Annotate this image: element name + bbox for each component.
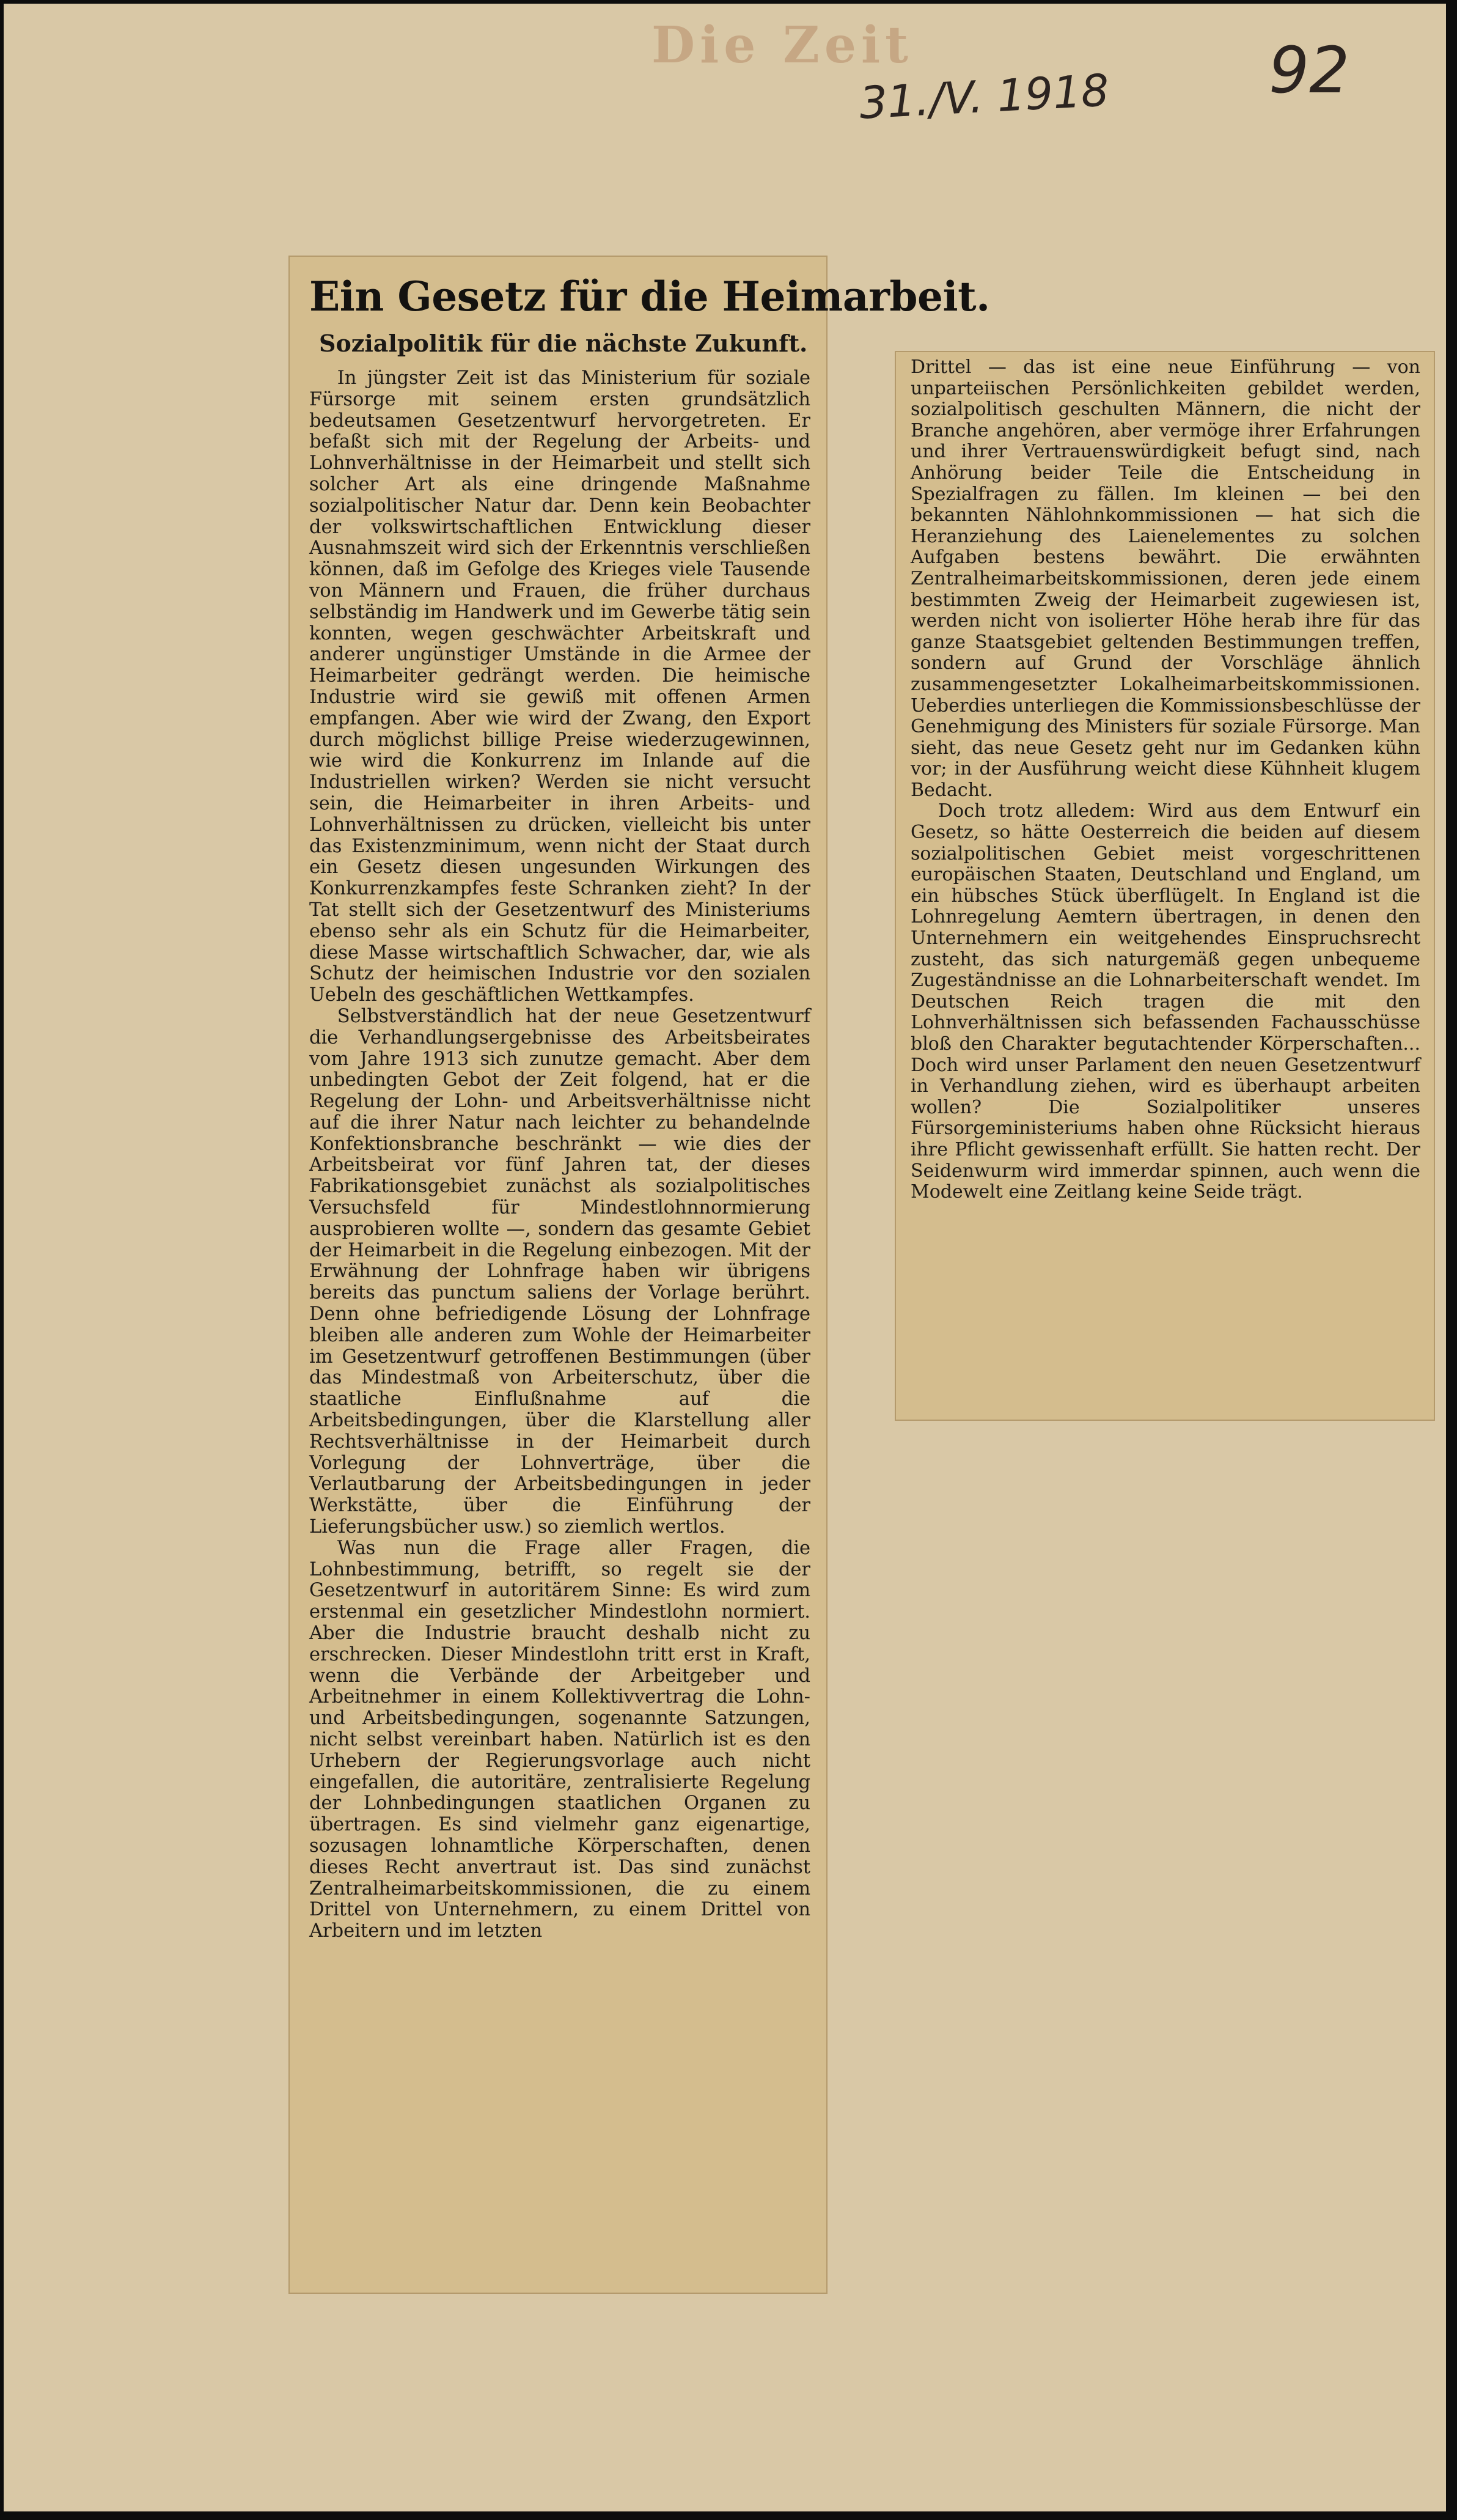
paragraph: Was nun die Frage aller Fragen, die Lohnbestimmung, betrifft, so regelt sie der Gesetzentwurf in autoritärem Sinne: Es wird zum erstenmal ein gesetzlicher Mindestlohn normiert. Aber die Industrie braucht deshalb nicht zu erschrecken. Dieser Mindestlohn tritt erst in Kraft, wenn die Verbände der Arbeitgeber und Arbeitnehmer in einem Kollektivvertrag die Lohn- und Arbeitsbedingungen, sogenannte Satzungen, nicht selbst vereinbart haben. Natürlich ist es den Urhebern der Regierungsvorlage auch nicht eingefallen, die autoritäre, zentralisierte Regelung der Lohnbedingungen staatlichen Organen zu übertragen. Es sind vielmehr ganz eigenartige, sozusagen lohnamtliche Körperschaften, denen dieses Recht anvertraut ist. Das sind zunächst Zentralheimarbeitskommissionen, die zu einem Drittel von Unternehmern, zu einem Drittel von Arbeitern und im letzten bbox=[309, 1537, 810, 1942]
article-title: Ein Gesetz für die Heimarbeit. bbox=[309, 273, 990, 320]
handwritten-page-number: 92 bbox=[1269, 33, 1350, 108]
paragraph: Drittel — das ist eine neue Einführung — von unparteiischen Persönlichkeiten gebildet werden, sozialpolitisch geschulten Männern, die nicht der Branche angehören, aber vermöge ihrer Erfahrungen und ihrer Vertrauenswürdigkeit befugt sind, nach Anhörung beider Teile die Entscheidung in Spezialfragen zu fällen. Im kleinen — bei den bekannten Nählohnkommissionen — hat sich die Heranziehung des Laienelementes zu solchen Aufgaben bestens bewährt. Die erwähnten Zentralheimarbeitskommissionen, deren jede einem bestimmten Zweig der Heimarbeit zugewiesen ist, werden nicht von isolierter Höhe herab ihre für das ganze Staatsgebiet geltenden Bestimmungen treffen, sondern auf Grund der Vorschläge ähnlich zusammengesetzter Lokalheimarbeitskommissionen. Ueberdies unterliegen die Kommissionsbeschlüsse der Genehmigung des Ministers für soziale Fürsorge. Man sieht, das neue Gesetz geht nur im Gedanken kühn vor; in der Ausführung weicht diese Kühnheit klugem Bedacht. bbox=[911, 356, 1420, 801]
clipping-right bbox=[895, 351, 1435, 1421]
left-column-text bbox=[309, 368, 810, 1942]
article-subtitle: Sozialpolitik für die nächste Zukunft. bbox=[319, 330, 808, 357]
handwritten-date: 31./V. 1918 bbox=[858, 64, 1110, 129]
newspaper-stamp: Die Zeit bbox=[651, 16, 914, 75]
clipping-left bbox=[288, 256, 990, 2294]
paragraph: Doch trotz alledem: Wird aus dem Entwurf ein Gesetz, so hätte Oesterreich die beiden auf diesem sozialpolitischen Gebiet meist vorgeschrittenen europäischen Staaten, Deutschland und England, um ein hübsches Stück überflügelt. In England ist die Lohnregelung Aemtern übertragen, in denen den Unternehmern ein weitgehendes Einspruchsrecht zusteht, das sich naturgemäß gegen unbequeme Zugeständnisse an die Lohnarbeiterschaft wendet. Im Deutschen Reich tragen die mit den Lohnverhältnissen sich befassenden Fachausschüsse bloß den Charakter begutachtender Körperschaften... Doch wird unser Parlament den neuen Gesetzentwurf in Verhandlung ziehen, wird es überhaupt arbeiten wollen? Die Sozialpolitiker unseres Fürsorgeministeriums haben ohne Rücksicht hieraus ihre Pflicht gewissenhaft erfüllt. Sie hatten recht. Der Seidenwurm wird immerdar spinnen, auch wenn die Modewelt eine Zeitlang keine Seide trägt. bbox=[911, 800, 1420, 1203]
paragraph: In jüngster Zeit ist das Ministerium für soziale Fürsorge mit seinem ersten grundsätzlich bedeutsamen Gesetzentwurf hervorgetreten. Er befaßt sich mit der Regelung der Arbeits- und Lohnverhältnisse in der Heimarbeit und stellt sich solcher Art als eine dringende Maßnahme sozialpolitischer Natur dar. Denn kein Beobachter der volkswirtschaftlichen Entwicklung dieser Ausnahmszeit wird sich der Erkenntnis verschließen können, daß im Gefolge des Krieges viele Tausende von Männern und Frauen, die früher durchaus selbständig im Handwerk und im Gewerbe tätig sein konnten, wegen geschwächter Arbeitskraft und anderer ungünstiger Umstände in die Armee der Heimarbeiter gedrängt werden. Die heimische Industrie wird sie gewiß mit offenen Armen empfangen. Aber wie wird der Zwang, den Export durch möglichst billige Preise wiederzugewinnen, wie wird die Konkurrenz im Inlande auf die Industriellen wirken? Werden sie nicht versucht sein, die Heimarbeiter in ihren Arbeits- und Lohnverhältnissen zu drücken, vielleicht bis unter das Existenzminimum, wenn nicht der Staat durch ein Gesetz diesen ungesunden Wirkungen des Konkurrenzkampfes feste Schranken zieht? In der Tat stellt sich der Gesetzentwurf des Ministeriums ebenso sehr als ein Schutz für die Heimarbeiter, diese Masse wirtschaftlich Schwacher, dar, wie als Schutz der heimischen Industrie vor den sozialen Uebeln des geschäftlichen Wettkampfes. bbox=[309, 367, 810, 1006]
paragraph: Selbstverständlich hat der neue Gesetzentwurf die Verhandlungsergebnisse des Arbeitsbeirates vom Jahre 1913 sich zunutze gemacht. Aber dem unbedingten Gebot der Zeit folgend, hat er die Regelung der Lohn- und Arbeitsverhältnisse nicht auf die ihrer Natur nach leichter zu behandelnde Konfektionsbranche beschränkt — wie dies der Arbeitsbeirat vor fünf Jahren tat, der dieses Fabrikationsgebiet zunächst als sozialpolitisches Versuchsfeld für Mindestlohnnormierung ausprobieren wollte —, sondern das gesamte Gebiet der Heimarbeit in die Regelung einbezogen. Mit der Erwähnung der Lohnfrage haben wir übrigens bereits das punctum saliens der Vorlage berührt. Denn ohne befriedigende Lösung der Lohnfrage bleiben alle anderen zum Wohle der Heimarbeiter im Gesetzentwurf getroffenen Bestimmungen (über das Mindestmaß von Arbeiterschutz, über die staatliche Einflußnahme auf die Arbeitsbedingungen, über die Klarstellung aller Rechtsverhältnisse in der Heimarbeit durch Vorlegung der Lohnverträge, über die Verlautbarung der Arbeitsbedingungen in jeder Werkstätte, über die Einführung der Lieferungsbücher usw.) so ziemlich wertlos. bbox=[309, 1005, 810, 1538]
right-column-text bbox=[911, 357, 1420, 1203]
